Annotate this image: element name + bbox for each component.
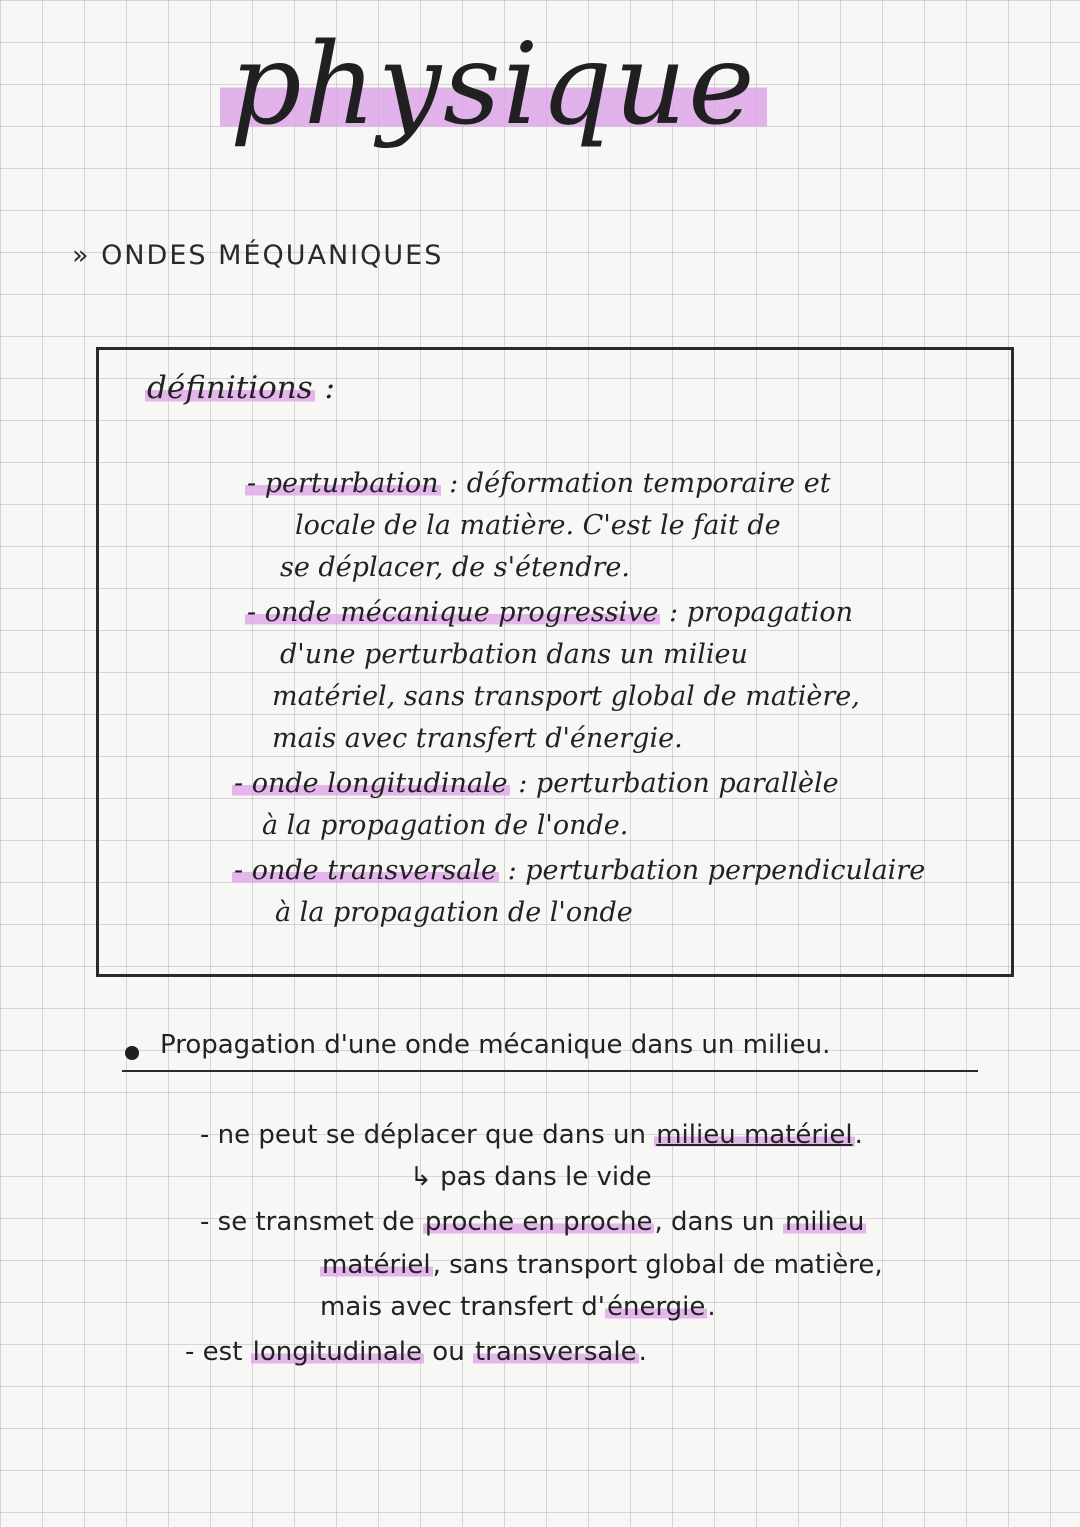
propagation-item-2: - se transmet de proche en proche, dans un milieu [200,1207,865,1237]
propagation-item-1-sub: ↳ pas dans le vide [410,1162,652,1192]
bullet-dot-icon [125,1046,139,1060]
definition-line: se déplacer, de s'étendre. [280,552,630,583]
definition-line: matériel, sans transport global de matière, [272,681,860,712]
definition-line: locale de la matière. C'est le fait de [295,510,781,541]
section-heading: » ONDES MÉQUANIQUES [72,240,444,271]
propagation-item-3: - est longitudinale ou transversale. [185,1337,647,1367]
definition-line: à la propagation de l'onde [275,897,633,928]
propagation-heading: Propagation d'une onde mécanique dans un milieu. [160,1030,831,1060]
page-title: physique [220,0,767,170]
definitions-label: définitions : [147,370,335,406]
propagation-item-1: - ne peut se déplacer que dans un milieu matériel. [200,1120,863,1150]
definition-onde-longitudinale: - onde longitudinale : perturbation parallèle [234,768,839,799]
definition-perturbation: - perturbation : déformation temporaire et [247,468,831,499]
arrow-return-icon: ↳ [410,1162,432,1192]
heading-underline [122,1070,978,1072]
definition-onde-mecanique: - onde mécanique progressive : propagation [247,597,854,628]
propagation-item-2-line2: matériel, sans transport global de matière, [322,1250,883,1280]
definition-onde-transversale: - onde transversale : perturbation perpendiculaire [234,855,926,886]
propagation-item-2-line3: mais avec transfert d'énergie. [320,1292,716,1322]
definition-line: d'une perturbation dans un milieu [280,639,748,670]
definition-line: à la propagation de l'onde. [262,810,629,841]
definition-line: mais avec transfert d'énergie. [272,723,683,754]
